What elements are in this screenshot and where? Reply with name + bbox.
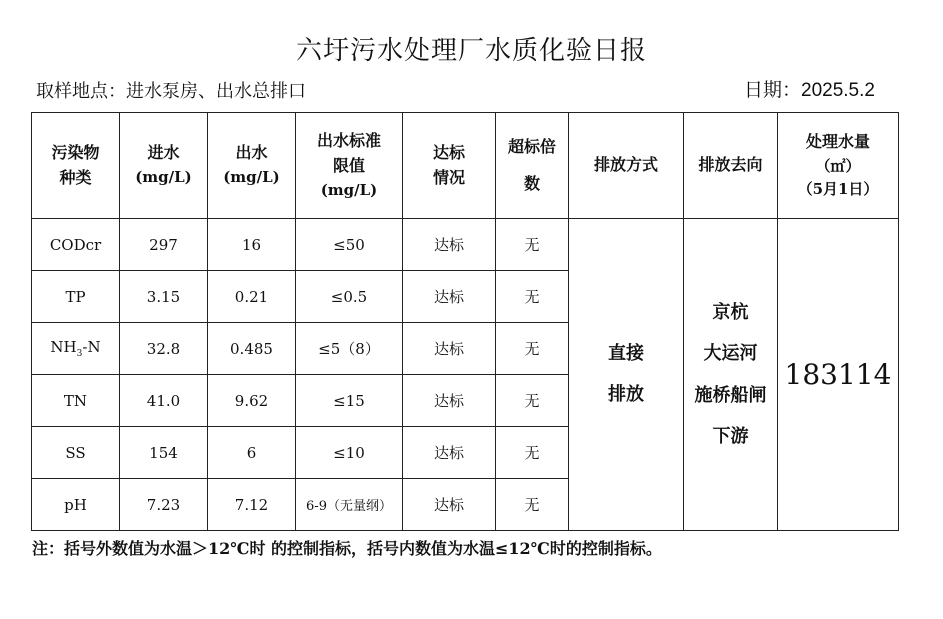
header-limit: 出水标准 限值 (mg/L) xyxy=(296,113,403,219)
pollutant-cell: pH xyxy=(32,479,120,531)
pollutant-cell: CODcr xyxy=(32,219,120,271)
outflow-cell: 16 xyxy=(208,219,296,271)
inflow-cell: 3.15 xyxy=(120,271,208,323)
limit-cell: ≤0.5 xyxy=(296,271,403,323)
report-title: 六圩污水处理厂水质化验日报 xyxy=(295,36,647,66)
header-compliance: 达标 情况 xyxy=(403,113,496,219)
inflow-cell: 154 xyxy=(120,427,208,479)
limit-cell: ≤15 xyxy=(296,375,403,427)
limit-cell: ≤50 xyxy=(296,219,403,271)
compliance-cell: 达标 xyxy=(403,479,496,531)
discharge-dest-cell: 京杭 大运河 施桥船闸 下游 xyxy=(684,219,778,531)
outflow-cell: 7.12 xyxy=(208,479,296,531)
discharge-method-cell: 直接 排放 xyxy=(569,219,684,531)
inflow-cell: 32.8 xyxy=(120,323,208,375)
compliance-cell: 达标 xyxy=(403,271,496,323)
pollutant-cell: TP xyxy=(32,271,120,323)
report-date: 日期：2025.5.2 xyxy=(744,80,875,101)
limit-cell: ≤10 xyxy=(296,427,403,479)
outflow-cell: 0.485 xyxy=(208,323,296,375)
header-outflow: 出水 (mg/L) xyxy=(208,113,296,219)
table-row xyxy=(32,219,899,271)
inflow-cell: 7.23 xyxy=(120,479,208,531)
pollutant-cell: SS xyxy=(32,427,120,479)
compliance-cell: 达标 xyxy=(403,323,496,375)
compliance-cell: 达标 xyxy=(403,219,496,271)
compliance-cell: 达标 xyxy=(403,375,496,427)
exceed-cell: 无 xyxy=(496,427,569,479)
exceed-cell: 无 xyxy=(496,323,569,375)
outflow-cell: 9.62 xyxy=(208,375,296,427)
header-row xyxy=(32,113,899,219)
header-inflow: 进水 (mg/L) xyxy=(120,113,208,219)
exceed-cell: 无 xyxy=(496,271,569,323)
exceed-cell: 无 xyxy=(496,219,569,271)
volume-value-cell: 183114 xyxy=(778,219,899,531)
exceed-cell: 无 xyxy=(496,479,569,531)
header-exceed: 超标倍 数 xyxy=(496,113,569,219)
outflow-cell: 6 xyxy=(208,427,296,479)
limit-cell: 6-9（无量纲） xyxy=(296,479,403,531)
pollutant-cell: $NH_3-N$ xyxy=(32,323,120,375)
header-pollutant: 污染物 种类 xyxy=(32,113,120,219)
outflow-cell: 0.21 xyxy=(208,271,296,323)
header-discharge-method: 排放方式 xyxy=(569,113,684,219)
inflow-cell: 297 xyxy=(120,219,208,271)
header-discharge-dest: 排放去向 xyxy=(684,113,778,219)
compliance-cell: 达标 xyxy=(403,427,496,479)
inflow-cell: 41.0 xyxy=(120,375,208,427)
limit-cell: ≤5（8） xyxy=(296,323,403,375)
footnote: 注：括号外数值为水温＞12℃时 的控制指标，括号内数值为水温≤12℃时的控制指标。 xyxy=(32,539,662,558)
header-volume: 处理水量 （㎡） （5月1日） xyxy=(778,113,899,219)
pollutant-cell: TN xyxy=(32,375,120,427)
water-quality-table xyxy=(31,112,899,531)
sampling-location: 取样地点：进水泵房、出水总排口 xyxy=(36,81,306,102)
exceed-cell: 无 xyxy=(496,375,569,427)
